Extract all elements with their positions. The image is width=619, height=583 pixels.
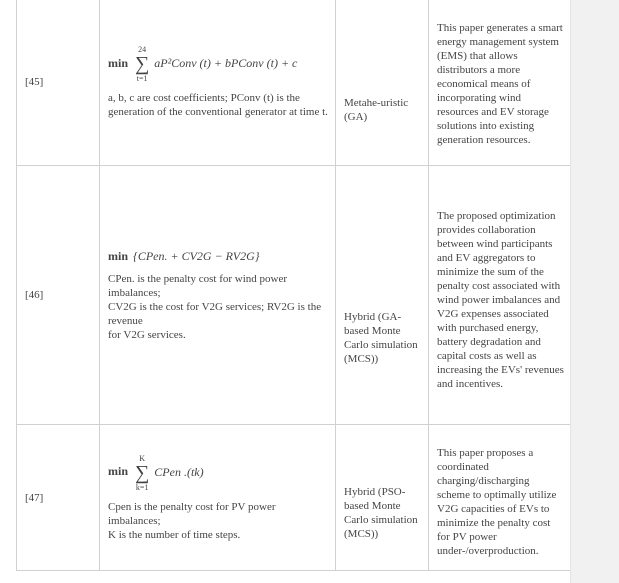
method-cell [336, 0, 429, 166]
description-text: This paper generates a smart energy management system (EMS) that allows distributors a more economical means of incorporating wind resources and EV storage solutions into existing generation resources. [437, 22, 563, 146]
description-cell [429, 166, 572, 425]
formula-body: aP²Conv (t) + bPConv (t) + c [154, 55, 298, 70]
formula-note: CPen. is the penalty cost for wind power imbalances; [108, 273, 288, 299]
reference-cell [17, 166, 100, 425]
min-operator: min [108, 55, 129, 70]
method-text: Hybrid (GA-based Monte Carlo simulation (MCS)) [344, 311, 418, 365]
sum-upper-limit: K [139, 453, 146, 463]
formula-note: generation of the conventional generator at time t. [108, 106, 328, 118]
formula-cell [100, 166, 336, 425]
sum-upper-limit: 24 [138, 45, 147, 54]
sum-lower-limit: k=1 [135, 482, 149, 492]
description-text: This paper proposes a coordinated charging/discharging scheme to optimally utilize V2G capacities of EVs to minimize the penalty cost for PV power under-/overproduction. [437, 446, 557, 557]
reference-link[interactable]: [47] [25, 491, 44, 504]
objective-formula [108, 248, 329, 264]
summation-symbol: K ∑ k=1 [135, 453, 150, 492]
summation-symbol: 24 ∑ t=1 [135, 45, 150, 83]
formula-note: Cpen is the penalty cost for PV power imbalances; [108, 500, 276, 527]
reference-link[interactable]: [45] [25, 76, 44, 88]
objective-formula [108, 454, 329, 492]
references-table [16, 0, 572, 571]
method-cell [336, 425, 429, 571]
reference-cell [17, 0, 100, 166]
min-operator: min [108, 464, 129, 479]
formula-note: a, b, c are cost coefficients; PConv (t) is the [108, 92, 300, 104]
page-scrollbar[interactable] [570, 0, 619, 583]
formula-cell [100, 425, 336, 571]
sum-lower-limit: t=1 [136, 74, 148, 83]
formula-note: K is the number of time steps. [108, 528, 241, 541]
description-cell [429, 425, 572, 571]
formula-body: CPen .(tk) [154, 464, 204, 479]
reference-link[interactable]: [46] [25, 289, 44, 301]
table-row [17, 166, 572, 425]
description-cell [429, 0, 572, 166]
formula-cell [100, 0, 336, 166]
formula-body: {CPen. + CV2G − RV2G} [133, 249, 260, 263]
method-text: Hybrid (PSO-based Monte Carlo simulation (MCS)) [344, 485, 418, 540]
formula-note: for V2G services. [108, 329, 186, 341]
method-text: Metahe-uristic (GA) [344, 97, 409, 123]
description-text: The proposed optimization provides collaboration between wind participants and EV aggregators to minimize the sum of the penalty cost associated with wind power imbalances and V2G expenses associated with purchased energy, battery degradation and capital costs as well as increasing the EVs' revenues and incentives. [437, 210, 564, 390]
min-operator: min [108, 249, 129, 263]
reference-cell [17, 425, 100, 571]
formula-note: CV2G is the cost for V2G services; RV2G is the revenue [108, 301, 322, 327]
table-row [17, 0, 572, 166]
table-row [17, 425, 572, 571]
objective-formula [108, 45, 329, 83]
method-cell [336, 166, 429, 425]
